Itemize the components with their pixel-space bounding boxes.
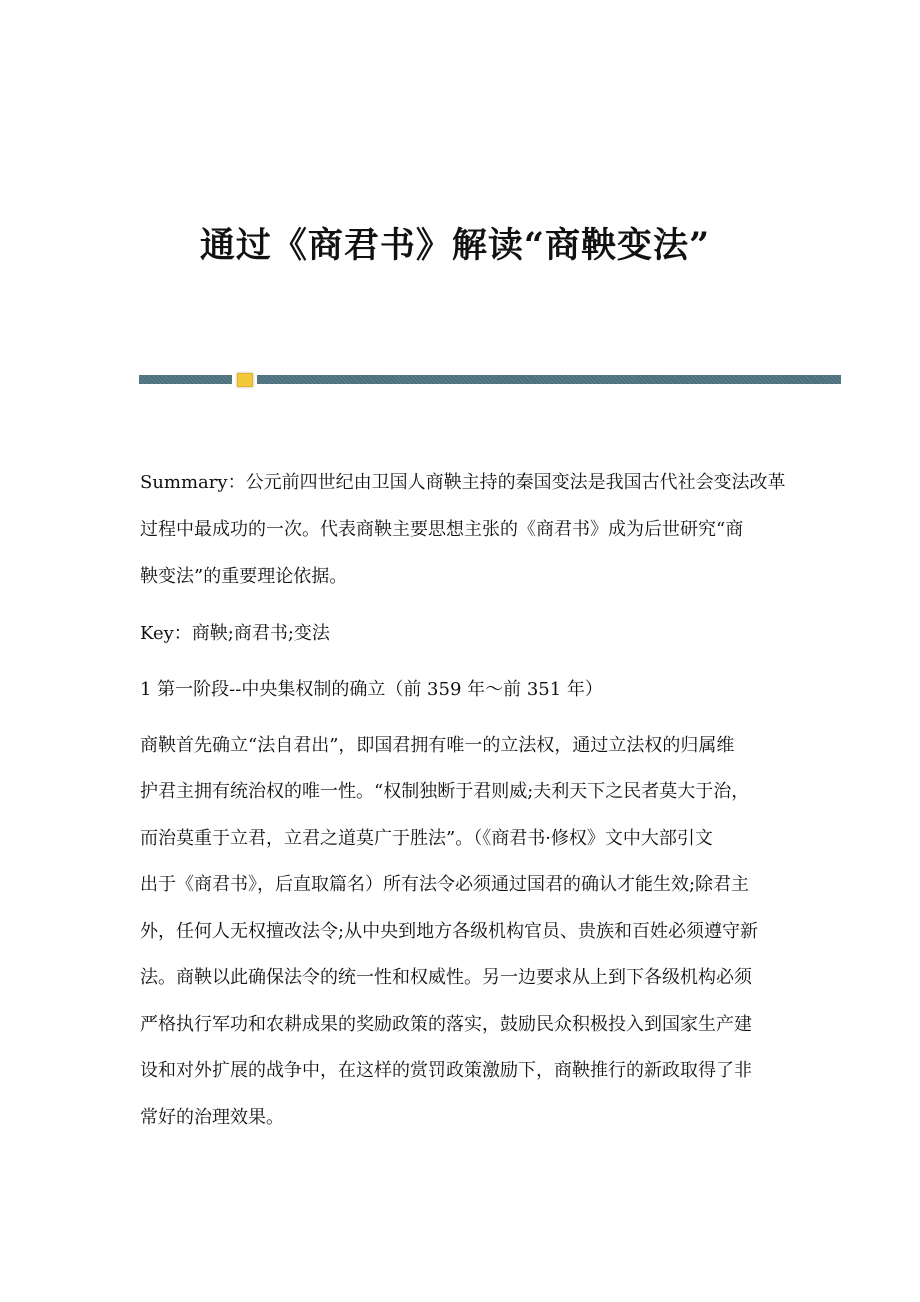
summary-line: Summary：公元前四世纪由卫国人商鞅主持的秦国变法是我国古代社会变法改革 [140, 472, 786, 493]
divider-bar-left [139, 375, 232, 384]
body-line: 护君主拥有统治权的唯一性。“权制独断于君则威;夫利天下之民者莫大于治， [140, 781, 750, 802]
body-line: 外，任何人无权擅改法令;从中央到地方各级机构官员、贵族和百姓必须遵守新 [140, 921, 759, 942]
body-line: 设和对外扩展的战争中，在这样的赏罚政策激励下，商鞅推行的新政取得了非 [140, 1060, 752, 1081]
body-line: 常好的治理效果。 [140, 1107, 284, 1128]
body-line: 商鞅首先确立“法自君出”，即国君拥有唯一的立法权，通过立法权的归属维 [140, 735, 735, 756]
body-line: 严格执行军功和农耕成果的奖励政策的落实，鼓励民众积极投入到国家生产建 [140, 1014, 752, 1035]
section-heading: 1 第一阶段--中央集权制的确立（前 359 年～前 351 年） [140, 679, 603, 700]
body-line: 法。商鞅以此确保法令的统一性和权威性。另一边要求从上到下各级机构必须 [140, 967, 752, 988]
keywords: Key：商鞅;商君书;变法 [140, 623, 330, 644]
body-line: 出于《商君书》，后直取篇名）所有法令必须通过国君的确认才能生效;除君主 [140, 874, 750, 895]
summary-line: 过程中最成功的一次。代表商鞅主要思想主张的《商君书》成为后世研究“商 [140, 519, 744, 540]
body-line: 而治莫重于立君，立君之道莫广于胜法”。（《商君书·修权》文中大部引文 [140, 828, 713, 849]
summary-line: 鞅变法”的重要理论依据。 [140, 566, 348, 587]
divider-ornament-icon [237, 373, 253, 387]
divider-bar-right [257, 375, 841, 384]
title-divider [139, 375, 841, 384]
document-title: 通过《商君书》解读“商鞅变法” [199, 225, 711, 266]
